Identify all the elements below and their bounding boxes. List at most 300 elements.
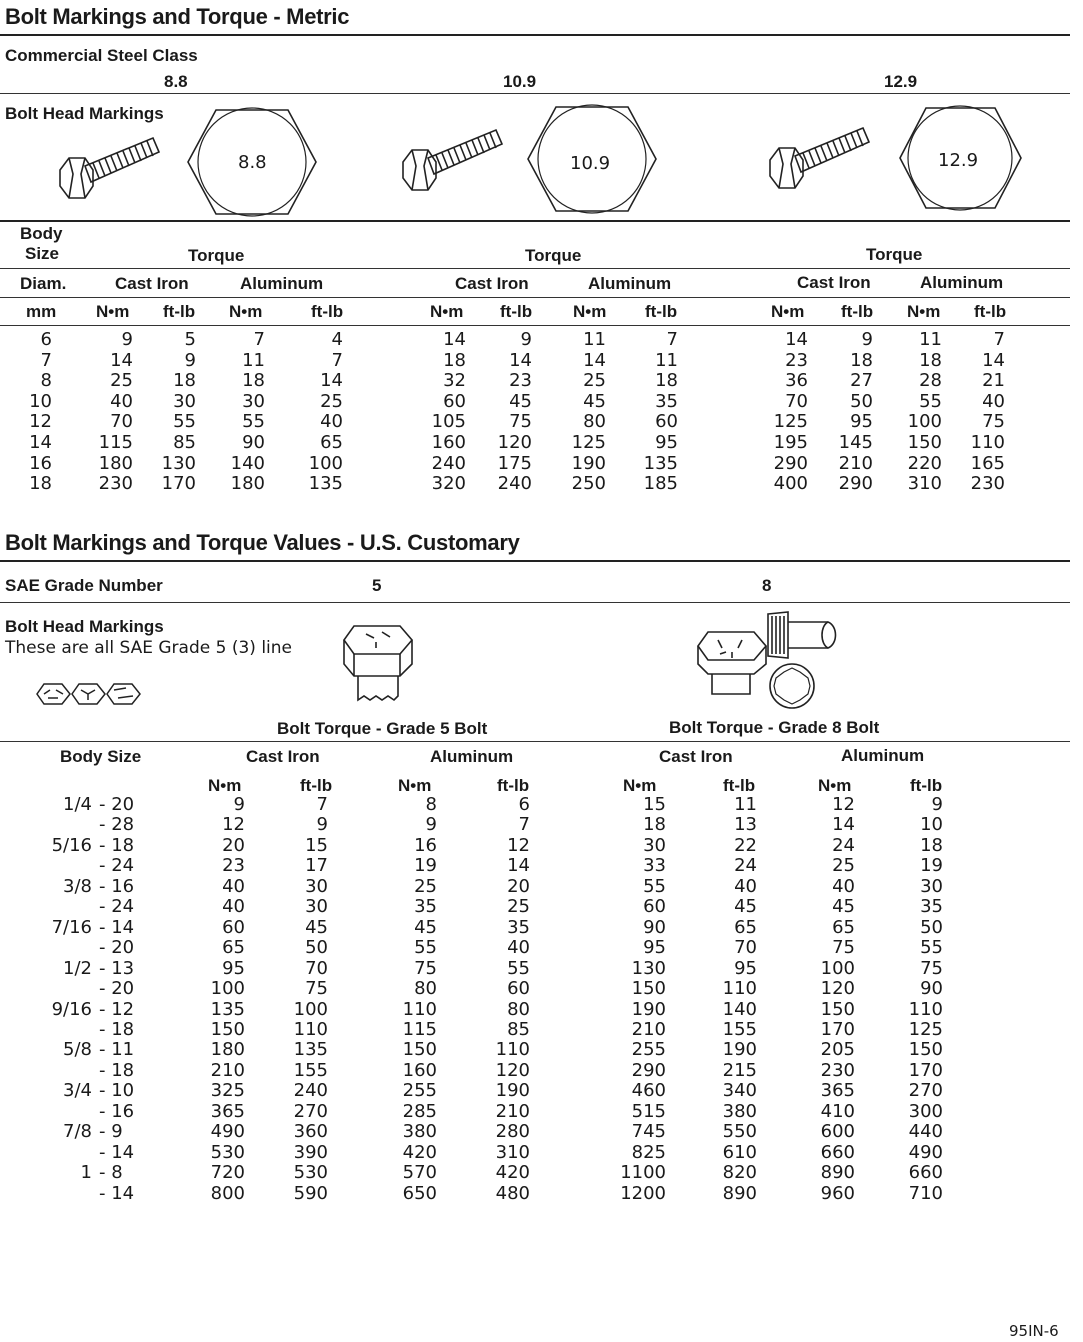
grade-5-label: 5 xyxy=(372,576,382,595)
us-torque-cell: 820 xyxy=(722,1162,757,1184)
metric-torque-cell: 45 xyxy=(509,390,532,412)
metric-torque-cell: 125 xyxy=(571,432,606,453)
metric-torque-cell: 36 xyxy=(785,370,808,392)
us-torque-cell: 70 xyxy=(734,937,757,959)
us-torque-cell: 310 xyxy=(495,1141,530,1163)
metric-torque-cell: 9 xyxy=(184,349,196,371)
body-label: Body xyxy=(20,224,63,243)
us-torque-cell: 720 xyxy=(210,1162,245,1184)
header-rule-3 xyxy=(0,325,1070,326)
aluminum-12-9-label: Aluminum xyxy=(920,273,1004,292)
us-thread-cell: - 24 xyxy=(99,855,135,877)
us-torque-cell: 55 xyxy=(414,937,437,959)
us-torque-cell: 380 xyxy=(402,1121,437,1143)
class-8-8-label: 8.8 xyxy=(164,72,188,91)
us-thread-cell: - 9 xyxy=(99,1121,123,1143)
us-torque-cell: 170 xyxy=(908,1059,943,1081)
us-torque-cell: 35 xyxy=(507,916,530,938)
us-torque-cell: 255 xyxy=(631,1039,666,1061)
us-diameter-cell: 7/8 xyxy=(63,1121,92,1143)
g8-cast-iron-label: Cast Iron xyxy=(659,747,733,766)
unit-ftlb-10-9-al: ft-lb xyxy=(645,302,678,321)
us-torque-cell: 7 xyxy=(518,814,530,836)
us-thread-cell: - 14 xyxy=(99,1141,135,1163)
us-torque-cell: 40 xyxy=(222,896,245,918)
us-torque-cell: 25 xyxy=(507,896,530,918)
us-thread-cell: - 20 xyxy=(99,937,135,959)
us-torque-cell: 150 xyxy=(631,978,666,1000)
g8-aluminum-label: Aluminum xyxy=(841,746,925,765)
us-torque-cell: 110 xyxy=(722,978,757,1000)
us-torque-cell: 12 xyxy=(222,814,245,836)
us-torque-cell: 9 xyxy=(425,814,437,836)
us-torque-cell: 460 xyxy=(631,1080,666,1102)
metric-torque-cell: 28 xyxy=(919,370,942,392)
metric-torque-cell: 85 xyxy=(173,432,196,453)
hex-head-8-8-marking: 8.8 xyxy=(238,152,267,173)
us-torque-cell: 480 xyxy=(495,1182,530,1204)
us-title-rule xyxy=(0,560,1070,562)
us-torque-cell: 155 xyxy=(293,1059,328,1081)
us-torque-cell: 160 xyxy=(402,1059,437,1081)
us-torque-cell: 130 xyxy=(631,957,666,979)
us-torque-cell: 60 xyxy=(643,896,666,918)
unit-ftlb-12-9-ci: ft-lb xyxy=(841,302,874,321)
metric-torque-cell: 7 xyxy=(331,349,343,371)
us-torque-cell: 45 xyxy=(734,896,757,918)
us-torque-cell: 530 xyxy=(210,1141,245,1163)
torque-8-8-label: Torque xyxy=(188,246,245,265)
us-torque-cell: 14 xyxy=(507,855,530,877)
metric-torque-cell: 40 xyxy=(320,411,343,433)
metric-torque-cell: 7 xyxy=(666,329,678,350)
us-diameter-cell: 3/4 xyxy=(63,1080,92,1102)
metric-torque-cell: 60 xyxy=(655,411,678,433)
us-torque-cell: 190 xyxy=(722,1039,757,1061)
metric-torque-cell: 250 xyxy=(571,473,606,495)
us-torque-cell: 18 xyxy=(643,814,666,836)
us-torque-cell: 190 xyxy=(495,1080,530,1102)
us-thread-cell: - 13 xyxy=(99,957,135,979)
metric-torque-cell: 80 xyxy=(583,411,606,433)
us-torque-cell: 45 xyxy=(305,916,328,938)
us-torque-cell: 55 xyxy=(643,875,666,897)
metric-torque-cell: 25 xyxy=(583,370,606,392)
class-12-9-label: 12.9 xyxy=(884,72,918,91)
us-torque-cell: 890 xyxy=(722,1182,757,1204)
metric-torque-cell: 7 xyxy=(253,329,265,350)
us-torque-cell: 210 xyxy=(631,1018,666,1040)
header-rule-1 xyxy=(0,268,1070,269)
g8-ci-nm: N•m xyxy=(623,776,657,795)
us-torque-cell: 65 xyxy=(832,916,855,938)
metric-torque-cell: 105 xyxy=(431,411,466,433)
us-torque-cell: 410 xyxy=(820,1100,855,1122)
metric-torque-cell: 100 xyxy=(308,452,343,474)
us-torque-cell: 40 xyxy=(507,937,530,959)
us-thread-cell: - 8 xyxy=(99,1162,123,1184)
us-torque-cell: 140 xyxy=(722,998,757,1020)
us-torque-cell: 255 xyxy=(402,1080,437,1102)
metric-torque-cell: 14 xyxy=(320,370,343,392)
us-head-markings-label: Bolt Head Markings xyxy=(5,617,164,636)
metric-torque-cell: 55 xyxy=(919,390,942,412)
us-torque-cell: 240 xyxy=(293,1080,328,1102)
us-title: Bolt Markings and Torque Values - U.S. Customary xyxy=(5,530,520,555)
metric-torque-cell: 135 xyxy=(308,473,343,495)
unit-nm-8-8-ci: N•m xyxy=(96,302,130,321)
us-torque-cell: 490 xyxy=(908,1141,943,1163)
us-torque-cell: 340 xyxy=(722,1080,757,1102)
us-torque-cell: 70 xyxy=(305,957,328,979)
us-thread-cell: - 16 xyxy=(99,1100,135,1122)
metric-torque-cell: 9 xyxy=(121,329,133,350)
unit-nm-10-9-ci: N•m xyxy=(430,302,464,321)
us-thread-cell: - 28 xyxy=(99,814,135,836)
metric-torque-cell: 210 xyxy=(838,452,873,474)
us-torque-cell: 22 xyxy=(734,834,757,856)
metric-torque-cell: 11 xyxy=(655,349,678,371)
us-torque-cell: 35 xyxy=(414,896,437,918)
diam-label: Diam. xyxy=(20,274,67,293)
g5-ci-ftlb: ft-lb xyxy=(300,776,333,795)
us-torque-cell: 1100 xyxy=(620,1162,666,1184)
us-thread-cell: - 18 xyxy=(99,1059,135,1081)
grade5-torque-label: Bolt Torque - Grade 5 Bolt xyxy=(277,719,488,738)
us-torque-cell: 960 xyxy=(820,1182,855,1204)
us-torque-cell: 270 xyxy=(908,1080,943,1102)
us-thread-cell: - 10 xyxy=(99,1080,135,1102)
metric-torque-cell: 230 xyxy=(98,473,133,495)
metric-torque-cell: 175 xyxy=(497,452,532,474)
us-thread-cell: - 24 xyxy=(99,896,135,918)
us-torque-cell: 45 xyxy=(832,896,855,918)
metric-torque-cell: 165 xyxy=(970,452,1005,474)
us-thread-cell: - 14 xyxy=(99,916,135,938)
us-diameter-cell: 5/16 xyxy=(51,834,92,856)
metric-diam-cell: 7 xyxy=(40,349,52,371)
metric-torque-cell: 55 xyxy=(242,411,265,433)
us-diameter-cell: 1 xyxy=(80,1162,92,1184)
g5-cast-iron-label: Cast Iron xyxy=(246,747,320,766)
size-label: Size xyxy=(25,244,60,263)
metric-torque-cell: 30 xyxy=(242,390,265,412)
us-diameter-cell: 1/2 xyxy=(63,957,92,979)
us-torque-cell: 270 xyxy=(293,1100,328,1122)
metric-torque-cell: 14 xyxy=(509,349,532,371)
us-torque-cell: 60 xyxy=(507,978,530,1000)
metric-torque-cell: 65 xyxy=(320,432,343,453)
us-torque-cell: 150 xyxy=(820,998,855,1020)
metric-torque-cell: 70 xyxy=(785,390,808,412)
grade-5-bolt-icon xyxy=(342,620,414,702)
us-torque-cell: 15 xyxy=(305,834,328,856)
metric-torque-cell: 240 xyxy=(431,452,466,474)
metric-torque-cell: 14 xyxy=(110,349,133,371)
metric-torque-cell: 75 xyxy=(509,411,532,433)
us-torque-cell: 110 xyxy=(495,1039,530,1061)
metric-torque-cell: 125 xyxy=(773,411,808,433)
us-torque-cell: 380 xyxy=(722,1100,757,1122)
cast-iron-8-8-label: Cast Iron xyxy=(115,274,189,293)
us-torque-cell: 205 xyxy=(820,1039,855,1061)
us-header-rule xyxy=(0,741,1070,742)
us-torque-cell: 1200 xyxy=(620,1182,666,1204)
us-torque-cell: 6 xyxy=(518,794,530,815)
us-torque-cell: 120 xyxy=(820,978,855,1000)
unit-nm-10-9-al: N•m xyxy=(573,302,607,321)
metric-torque-cell: 14 xyxy=(583,349,606,371)
us-torque-cell: 100 xyxy=(820,957,855,979)
us-torque-cell: 325 xyxy=(210,1080,245,1102)
metric-torque-cell: 18 xyxy=(850,349,873,371)
metric-torque-cell: 180 xyxy=(230,473,265,495)
us-torque-cell: 24 xyxy=(832,834,855,856)
g8-al-ftlb: ft-lb xyxy=(910,776,943,795)
metric-torque-cell: 135 xyxy=(643,452,678,474)
us-torque-cell: 825 xyxy=(631,1141,666,1163)
us-torque-cell: 180 xyxy=(210,1039,245,1061)
metric-torque-cell: 60 xyxy=(443,390,466,412)
metric-torque-cell: 220 xyxy=(907,452,942,474)
markings-rule xyxy=(0,220,1070,222)
us-torque-cell: 50 xyxy=(920,916,943,938)
torque-10-9-label: Torque xyxy=(525,246,582,265)
metric-torque-cell: 50 xyxy=(850,390,873,412)
us-torque-cell: 290 xyxy=(631,1059,666,1081)
us-torque-cell: 40 xyxy=(734,875,757,897)
us-torque-cell: 440 xyxy=(908,1121,943,1143)
us-torque-cell: 110 xyxy=(293,1018,328,1040)
metric-torque-cell: 18 xyxy=(655,370,678,392)
us-torque-cell: 360 xyxy=(293,1121,328,1143)
us-torque-cell: 9 xyxy=(931,794,943,815)
metric-torque-cell: 40 xyxy=(110,390,133,412)
us-torque-cell: 390 xyxy=(293,1141,328,1163)
us-torque-cell: 660 xyxy=(820,1141,855,1163)
us-torque-cell: 890 xyxy=(820,1162,855,1184)
grade5-line-heads-icon xyxy=(36,680,148,708)
us-torque-cell: 85 xyxy=(507,1018,530,1040)
metric-diam-cell: 8 xyxy=(40,370,52,392)
metric-torque-cell: 230 xyxy=(970,473,1005,495)
us-torque-cell: 125 xyxy=(908,1018,943,1040)
metric-torque-cell: 5 xyxy=(184,329,196,350)
us-torque-cell: 710 xyxy=(908,1182,943,1204)
us-torque-cell: 12 xyxy=(507,834,530,856)
us-torque-cell: 95 xyxy=(643,937,666,959)
us-torque-cell: 570 xyxy=(402,1162,437,1184)
us-torque-cell: 30 xyxy=(920,875,943,897)
metric-torque-cell: 14 xyxy=(785,329,808,350)
us-diameter-cell: 5/8 xyxy=(63,1039,92,1061)
metric-torque-cell: 100 xyxy=(907,411,942,433)
us-torque-cell: 14 xyxy=(832,814,855,836)
metric-diam-cell: 14 xyxy=(29,432,52,453)
sae-grade-label: SAE Grade Number xyxy=(5,576,163,595)
metric-torque-cell: 70 xyxy=(110,411,133,433)
metric-torque-cell: 320 xyxy=(431,473,466,495)
us-torque-cell: 35 xyxy=(920,896,943,918)
commercial-steel-class-label: Commercial Steel Class xyxy=(5,46,198,65)
us-diameter-cell: 1/4 xyxy=(63,794,92,815)
us-torque-cell: 30 xyxy=(305,896,328,918)
hex-head-10-9-marking: 10.9 xyxy=(570,153,611,174)
us-torque-cell: 530 xyxy=(293,1162,328,1184)
us-torque-cell: 23 xyxy=(222,855,245,877)
us-torque-cell: 215 xyxy=(722,1059,757,1081)
us-torque-cell: 490 xyxy=(210,1121,245,1143)
us-torque-cell: 110 xyxy=(908,998,943,1020)
grade-8-bolt-icon xyxy=(696,608,844,708)
us-thread-cell: - 11 xyxy=(99,1039,135,1061)
us-torque-cell: 15 xyxy=(643,794,666,815)
metric-torque-cell: 18 xyxy=(919,349,942,371)
us-torque-cell: 550 xyxy=(722,1121,757,1143)
metric-torque-cell: 170 xyxy=(161,473,196,495)
us-torque-cell: 100 xyxy=(210,978,245,1000)
aluminum-10-9-label: Aluminum xyxy=(588,274,672,293)
bolt-side-10-9-icon xyxy=(398,120,508,194)
g5-al-ftlb: ft-lb xyxy=(497,776,530,795)
us-torque-cell: 150 xyxy=(402,1039,437,1061)
metric-torque-cell: 25 xyxy=(110,370,133,392)
us-torque-cell: 55 xyxy=(920,937,943,959)
metric-diam-cell: 6 xyxy=(40,329,52,350)
us-torque-cell: 190 xyxy=(631,998,666,1020)
metric-torque-cell: 7 xyxy=(993,329,1005,350)
us-torque-cell: 230 xyxy=(820,1059,855,1081)
metric-torque-cell: 25 xyxy=(320,390,343,412)
metric-torque-cell: 110 xyxy=(970,432,1005,453)
metric-torque-cell: 23 xyxy=(785,349,808,371)
us-torque-cell: 420 xyxy=(402,1141,437,1163)
metric-torque-cell: 130 xyxy=(161,452,196,474)
g8-al-nm: N•m xyxy=(818,776,852,795)
g5-ci-nm: N•m xyxy=(208,776,242,795)
us-torque-cell: 610 xyxy=(722,1141,757,1163)
metric-torque-cell: 120 xyxy=(497,432,532,453)
us-torque-cell: 800 xyxy=(210,1182,245,1204)
metric-torque-cell: 95 xyxy=(655,432,678,453)
g8-ci-ftlb: ft-lb xyxy=(723,776,756,795)
us-body-size-label: Body Size xyxy=(60,747,142,766)
metric-torque-cell: 30 xyxy=(173,390,196,412)
us-torque-cell: 280 xyxy=(495,1121,530,1143)
us-torque-cell: 660 xyxy=(908,1162,943,1184)
bolt-head-markings-label: Bolt Head Markings xyxy=(5,104,164,123)
grade5-note: These are all SAE Grade 5 (3) line xyxy=(5,638,292,658)
us-torque-cell: 16 xyxy=(414,834,437,856)
us-torque-cell: 9 xyxy=(233,794,245,815)
us-torque-cell: 20 xyxy=(507,875,530,897)
page-code: 95IN-6 xyxy=(1009,1322,1059,1340)
unit-ftlb-8-8-al: ft-lb xyxy=(311,302,344,321)
us-torque-cell: 20 xyxy=(222,834,245,856)
us-torque-cell: 50 xyxy=(305,937,328,959)
us-torque-cell: 600 xyxy=(820,1121,855,1143)
header-rule-2 xyxy=(0,297,1070,298)
metric-title: Bolt Markings and Torque - Metric xyxy=(5,4,350,29)
metric-torque-cell: 11 xyxy=(583,329,606,350)
us-torque-cell: 95 xyxy=(734,957,757,979)
us-torque-cell: 12 xyxy=(832,794,855,815)
metric-torque-cell: 310 xyxy=(907,473,942,495)
metric-torque-cell: 145 xyxy=(838,432,873,453)
grade8-torque-label: Bolt Torque - Grade 8 Bolt xyxy=(669,718,880,737)
us-torque-cell: 65 xyxy=(734,916,757,938)
us-torque-cell: 420 xyxy=(495,1162,530,1184)
us-torque-cell: 365 xyxy=(210,1100,245,1122)
metric-torque-cell: 190 xyxy=(571,452,606,474)
unit-nm-12-9-ci: N•m xyxy=(771,302,805,321)
us-torque-cell: 110 xyxy=(402,998,437,1020)
us-torque-cell: 150 xyxy=(908,1039,943,1061)
unit-ftlb-10-9-ci: ft-lb xyxy=(500,302,533,321)
us-torque-cell: 40 xyxy=(222,875,245,897)
bolt-side-8-8-icon xyxy=(55,128,165,202)
metric-diam-cell: 12 xyxy=(29,411,52,433)
cast-iron-10-9-label: Cast Iron xyxy=(455,274,529,293)
metric-torque-cell: 90 xyxy=(242,432,265,453)
us-torque-cell: 300 xyxy=(908,1100,943,1122)
metric-torque-cell: 18 xyxy=(443,349,466,371)
us-torque-cell: 11 xyxy=(734,794,757,815)
unit-ftlb-12-9-al: ft-lb xyxy=(974,302,1007,321)
us-thread-cell: - 18 xyxy=(99,1018,135,1040)
us-torque-cell: 75 xyxy=(832,937,855,959)
metric-torque-cell: 27 xyxy=(850,370,873,392)
metric-torque-cell: 185 xyxy=(643,473,678,495)
us-torque-cell: 90 xyxy=(643,916,666,938)
us-torque-cell: 745 xyxy=(631,1121,666,1143)
us-torque-cell: 24 xyxy=(734,855,757,877)
us-torque-cell: 7 xyxy=(316,794,328,815)
us-torque-cell: 45 xyxy=(414,916,437,938)
metric-torque-cell: 40 xyxy=(982,390,1005,412)
metric-torque-cell: 23 xyxy=(509,370,532,392)
us-thread-cell: - 18 xyxy=(99,834,135,856)
us-torque-cell: 515 xyxy=(631,1100,666,1122)
unit-nm-8-8-al: N•m xyxy=(229,302,263,321)
us-torque-cell: 30 xyxy=(305,875,328,897)
us-torque-cell: 9 xyxy=(316,814,328,836)
us-thread-cell: - 12 xyxy=(99,998,135,1020)
us-torque-cell: 135 xyxy=(210,998,245,1020)
bolt-side-12-9-icon xyxy=(765,118,875,192)
us-diameter-cell: 7/16 xyxy=(51,916,92,938)
us-torque-cell: 365 xyxy=(820,1080,855,1102)
us-torque-cell: 30 xyxy=(643,834,666,856)
unit-mm-label: mm xyxy=(26,302,57,321)
metric-diam-cell: 18 xyxy=(29,473,52,495)
unit-ftlb-8-8-ci: ft-lb xyxy=(163,302,196,321)
us-thread-cell: - 14 xyxy=(99,1182,135,1204)
metric-torque-cell: 95 xyxy=(850,411,873,433)
us-torque-cell: 285 xyxy=(402,1100,437,1122)
us-torque-cell: 75 xyxy=(414,957,437,979)
us-torque-cell: 75 xyxy=(920,957,943,979)
metric-torque-cell: 9 xyxy=(520,329,532,350)
torque-12-9-label: Torque xyxy=(866,245,923,264)
us-torque-cell: 19 xyxy=(920,855,943,877)
title-rule xyxy=(0,34,1070,36)
metric-torque-cell: 290 xyxy=(773,452,808,474)
us-torque-cell: 60 xyxy=(222,916,245,938)
metric-torque-cell: 400 xyxy=(773,473,808,495)
aluminum-8-8-label: Aluminum xyxy=(240,274,324,293)
metric-diam-cell: 16 xyxy=(29,452,52,474)
